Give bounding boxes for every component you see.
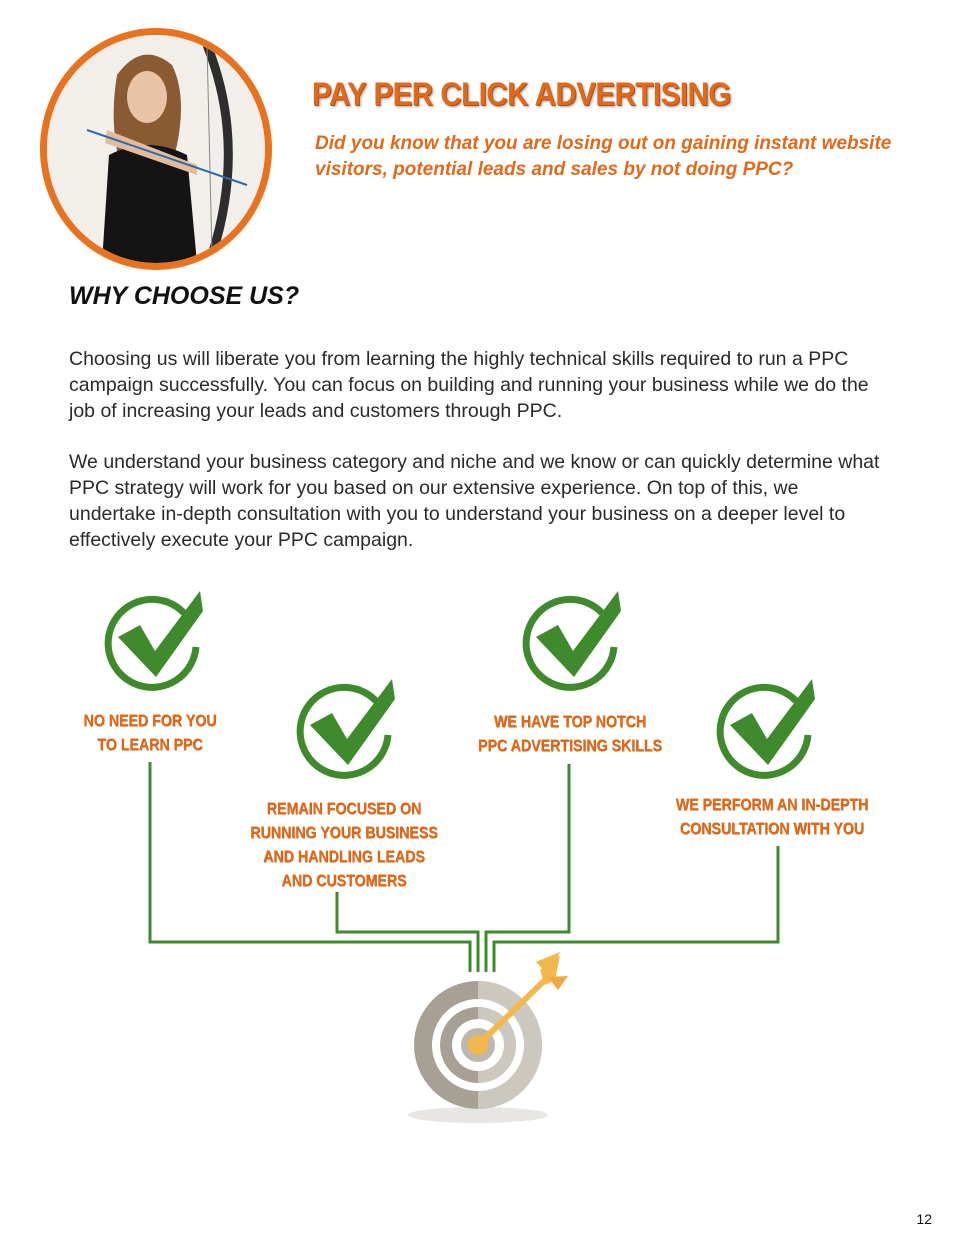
benefit-label-1: NO NEED FOR YOU TO LEARN PPC: [83, 712, 217, 754]
page-number: 12: [916, 1211, 932, 1227]
paragraph-2: We understand your business category and niche and we know or can quickly determine what PPC strategy will work for you based on our extensive experience. On top of this, we undertake in-depth consultation with you to understand your business on a deeper level to effectively execute your PPC campaign.: [69, 451, 880, 551]
benefit-label-4: WE PERFORM AN IN-DEPTH CONSULTATION WITH YOU: [675, 796, 869, 838]
paragraph-1: Choosing us will liberate you from learning the highly technical skills required to run a PPC campaign successfully. You can focus on building and running your business while we do the job of increasing your leads and customers through PPC.: [69, 348, 869, 422]
check-circle-icon: [292, 673, 402, 783]
section-heading: WHY CHOOSE US?: [69, 282, 300, 310]
benefit-label-2: REMAIN FOCUSED ON RUNNING YOUR BUSINESS AND HANDLING LEADS AND CUSTOMERS: [250, 800, 438, 890]
page-title: PAY PER CLICK ADVERTISING: [312, 76, 731, 112]
check-circle-icon: [518, 585, 628, 695]
connector-4: [494, 846, 778, 972]
benefit-label-3: WE HAVE TOP NOTCH PPC ADVERTISING SKILLS: [478, 713, 662, 755]
archer-illustration: [47, 35, 265, 263]
benefits-diagram: [0, 580, 960, 1140]
check-circle-icon: [712, 673, 822, 783]
page-subtitle: Did you know that you are losing out on gaining instant website visitors, potential leads and sales by not doing PPC?: [315, 133, 892, 180]
archer-photo: [40, 28, 272, 270]
connector-2: [337, 892, 478, 972]
target-icon: [408, 981, 548, 1123]
check-circle-icon: [100, 585, 210, 695]
